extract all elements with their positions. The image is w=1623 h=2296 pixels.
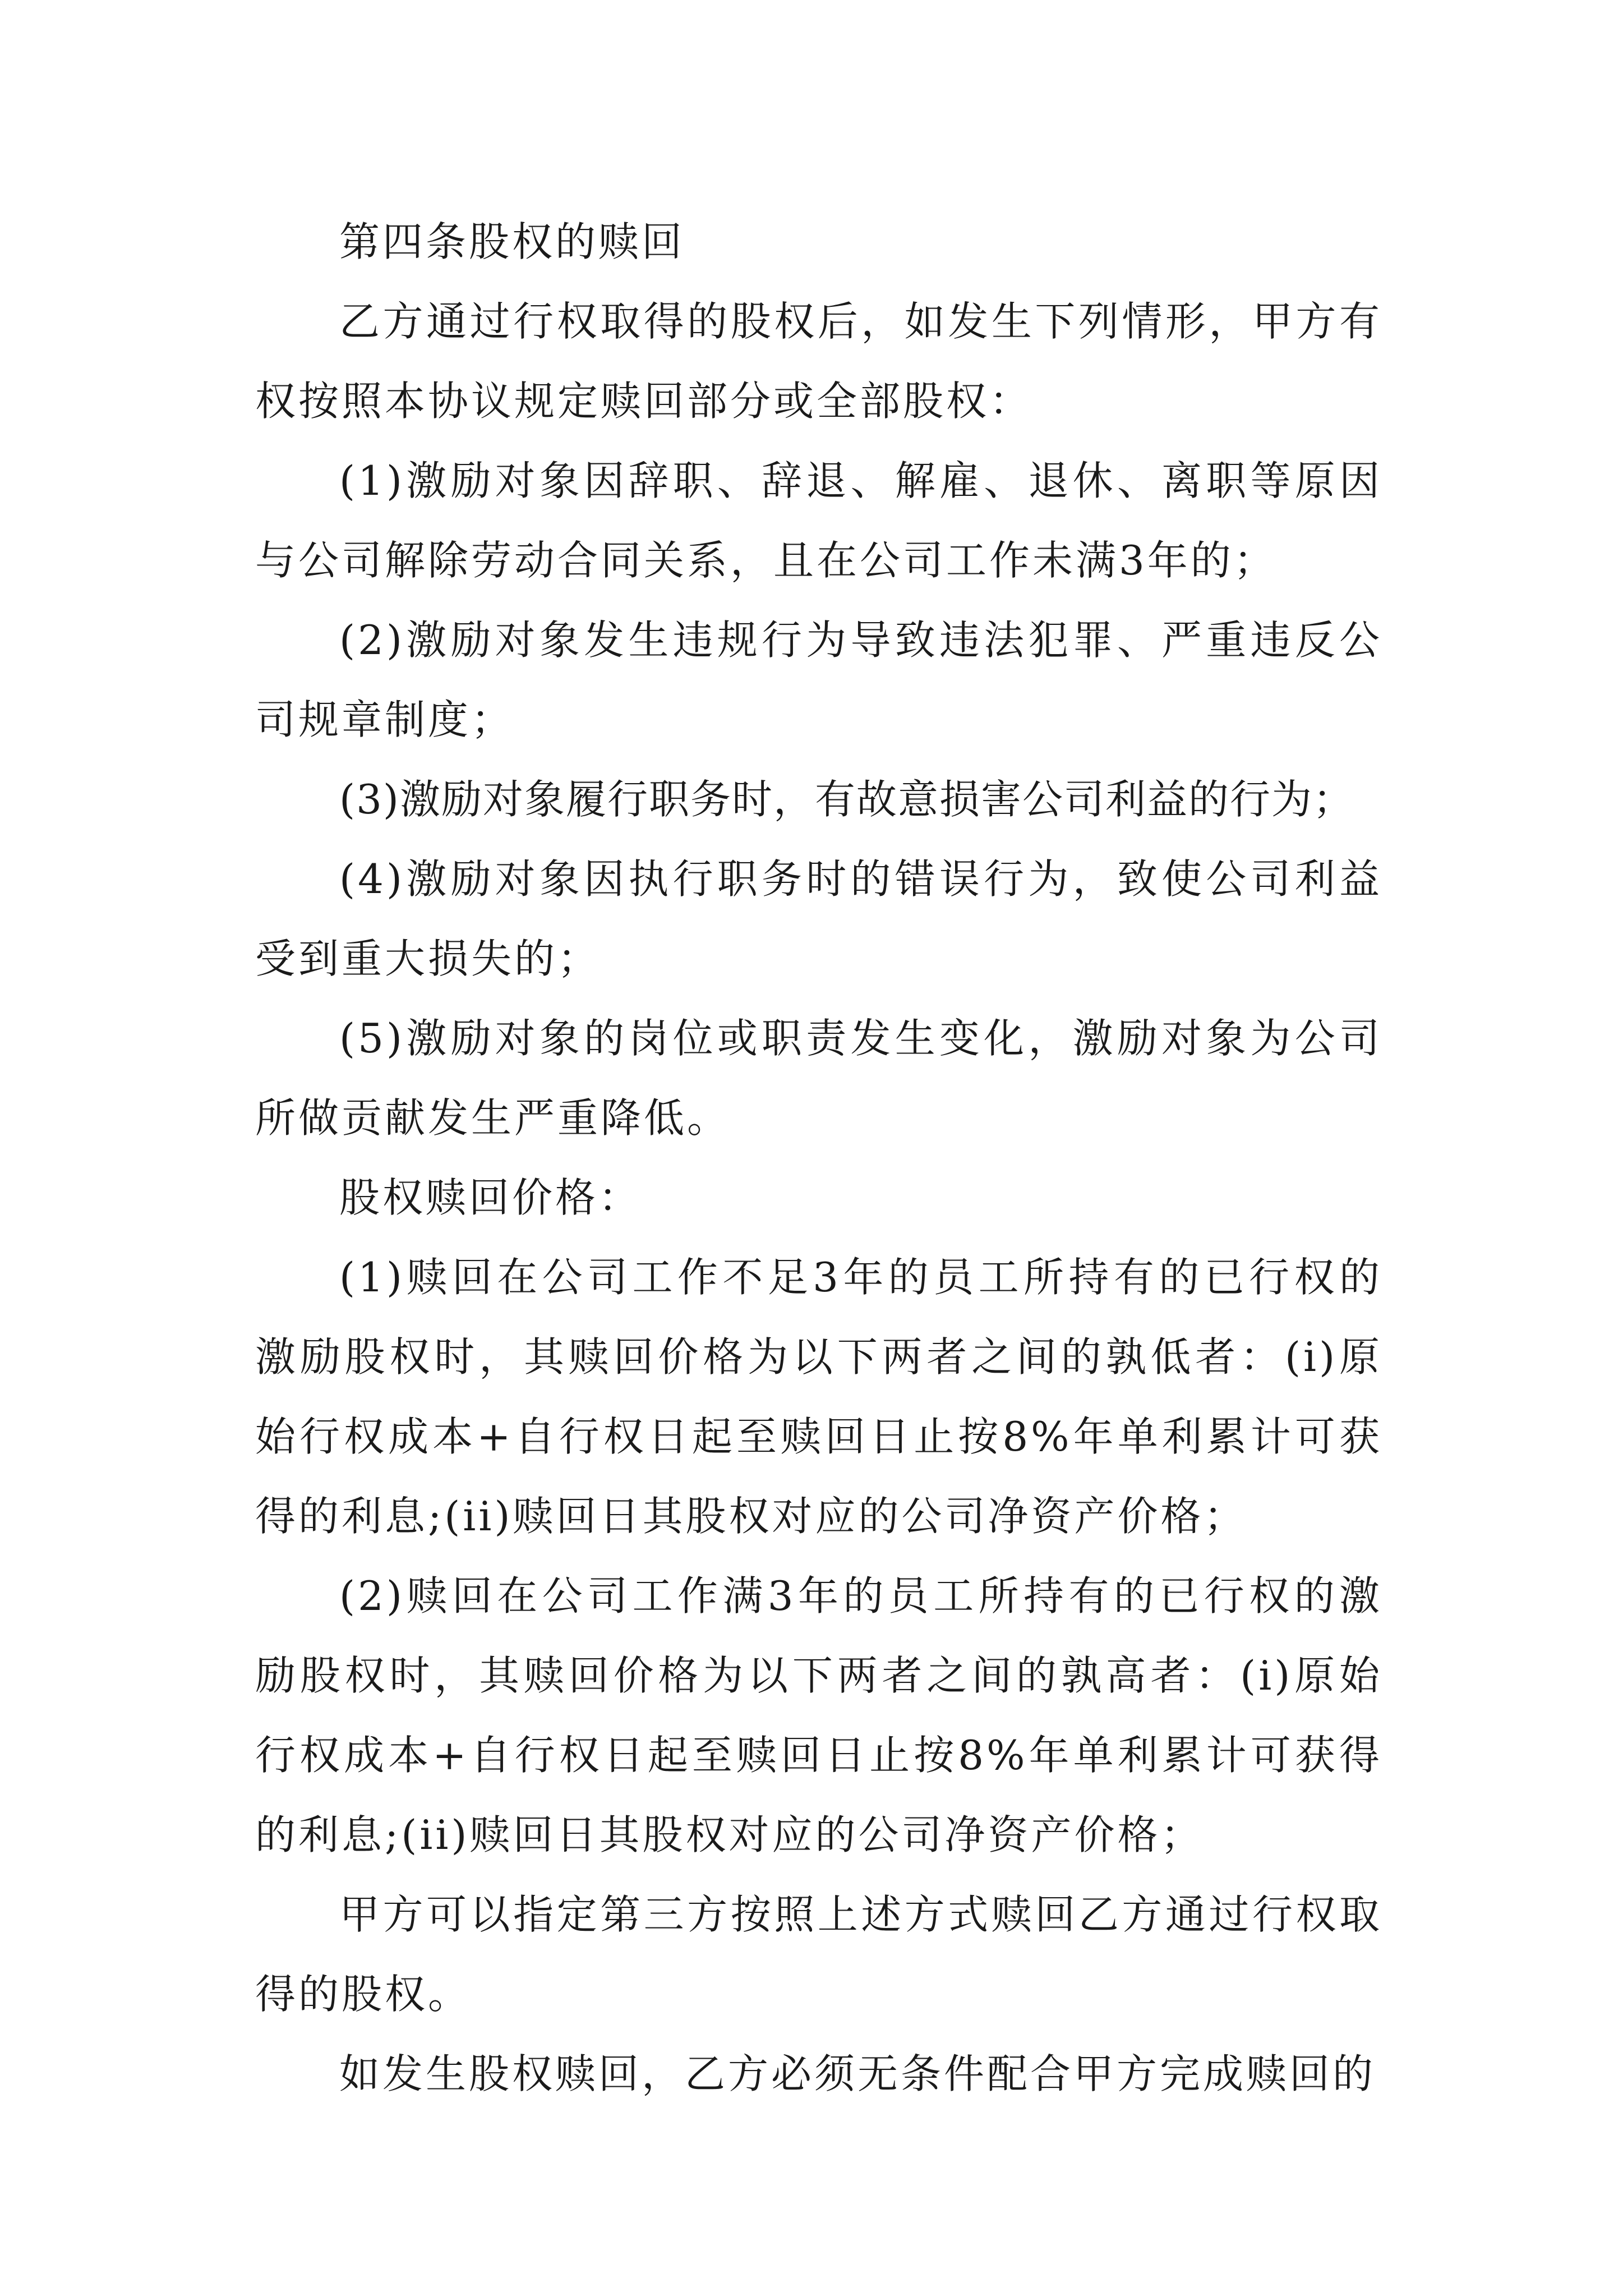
clause-1: (1)激励对象因辞职、辞退、解雇、退休、离职等原因与公司解除劳动合同关系，且在公司工作未满3年的； bbox=[255, 457, 1382, 584]
clause-3: (3)激励对象履行职务时，有故意损害公司利益的行为； bbox=[339, 776, 1354, 823]
third-party-paragraph: 甲方可以指定第三方按照上述方式赎回乙方通过行权取得的股权。 bbox=[255, 1891, 1382, 2018]
clause-5: (5)激励对象的岗位或职责发生变化，激励对象为公司所做贡献发生严重降低。 bbox=[255, 1015, 1382, 1142]
document-body bbox=[255, 202, 1382, 2114]
clause-4: (4)激励对象因执行职务时的错误行为，致使公司利益受到重大损失的； bbox=[255, 855, 1382, 982]
price-clause-2: (2)赎回在公司工作满3年的员工所持有的已行权的激励股权时，其赎回价格为以下两者之间的孰高者：(i)原始行权成本+自行权日起至赎回日止按8%年单利累计可获得的利息;(ii)赎回日其股权对应的公司净资产价格； bbox=[255, 1572, 1382, 1858]
price-heading: 股权赎回价格： bbox=[339, 1174, 642, 1221]
closing-paragraph: 如发生股权赎回，乙方必须无条件配合甲方完成赎回的 bbox=[339, 2050, 1376, 2097]
section-heading: 第四条股权的赎回 bbox=[339, 218, 685, 265]
paragraph-intro: 乙方通过行权取得的股权后，如发生下列情形，甲方有权按照本协议规定赎回部分或全部股权： bbox=[255, 298, 1382, 425]
clause-2: (2)激励对象发生违规行为导致违法犯罪、严重违反公司规章制度； bbox=[255, 616, 1382, 743]
price-clause-1: (1)赎回在公司工作不足3年的员工所持有的已行权的激励股权时，其赎回价格为以下两者之间的孰低者：(i)原始行权成本+自行权日起至赎回日止按8%年单利累计可获得的利息;(ii)赎回日其股权对应的公司净资产价格； bbox=[255, 1254, 1382, 1540]
